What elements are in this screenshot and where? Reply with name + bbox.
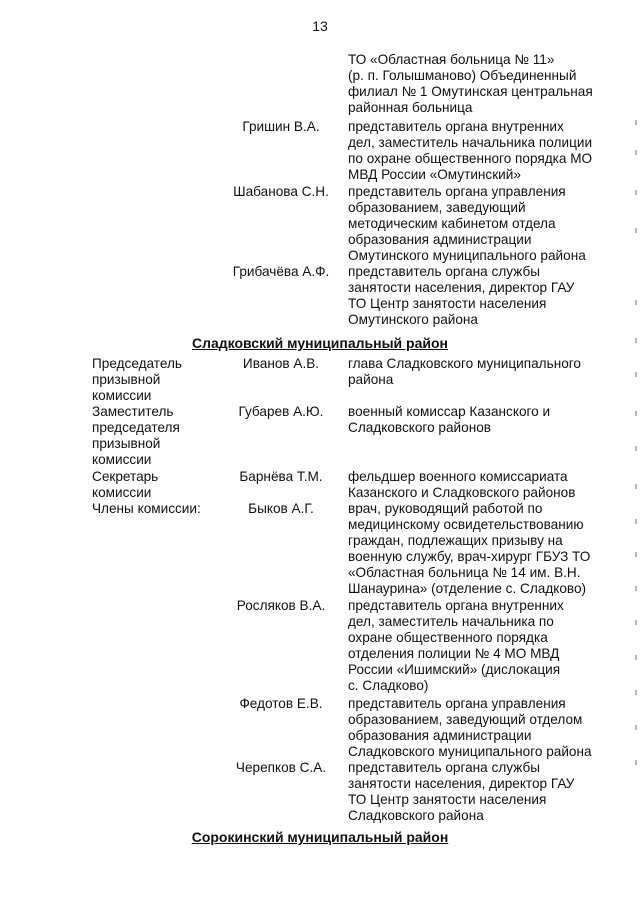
member-description: фельдшер военного комиссариата Казанского и Сладковского районов xyxy=(348,469,576,500)
member-name: Грибачёва А.Ф. xyxy=(232,264,330,279)
member-name: Губарев А.Ю. xyxy=(238,404,324,419)
member-description: представитель органа внутренних дел, заместитель начальника по охране общественного порядка отделения полиции № 4 МО МВД России «Ишимский» (дислокация с. Сладково) xyxy=(348,598,564,693)
section-heading-sladkovsky: Сладковский муниципальный район xyxy=(191,335,449,351)
member-description: глава Сладковского муниципального района xyxy=(348,356,581,387)
member-description: представитель органа службы занятости населения, директор ГАУ ТО Центр занятости населения Омутинского района xyxy=(348,264,575,327)
role-label: Члены комиссии: xyxy=(92,501,201,516)
page-number: 13 xyxy=(312,18,328,34)
section-heading-sorokinsky: Сорокинский муниципальный район xyxy=(191,829,449,845)
scan-edge-marks xyxy=(635,0,638,905)
member-name: Иванов А.В. xyxy=(242,356,320,371)
member-description: врач, руководящий работой по медицинскому освидетельствованию граждан, подлежащих призыву на военную службу, врач-хирург ГБУЗ ТО «Областная больница № 14 им. В.Н. Шанаурина» (отделение с. Сладково) xyxy=(348,501,591,596)
member-description: представитель органа управления образованием, заведующий методическим кабинетом отдела образования администрации Омутинского муниципального района xyxy=(348,184,586,263)
member-description: представитель органа управления образованием, заведующий отделом образования администрации Сладковского муниципального района xyxy=(348,696,592,759)
org-continuation-text: ТО «Областная больница № 11» (р. п. Голышманово) Объединенный филиал № 1 Омутинская центральная районная больница xyxy=(348,52,593,115)
member-name: Барнёва Т.М. xyxy=(239,469,323,484)
member-name: Росляков В.А. xyxy=(236,598,326,613)
role-label: Председатель призывной комиссии xyxy=(92,356,182,403)
member-description: представитель органа внутренних дел, заместитель начальника полиции по охране общественного порядка МО МВД России «Омутинский» xyxy=(348,119,593,182)
member-name: Шабанова С.Н. xyxy=(233,184,329,199)
member-description: военный комиссар Казанского и Сладковского районов xyxy=(348,404,551,435)
role-label: Заместитель председателя призывной комиссии xyxy=(92,404,180,467)
member-description: представитель органа службы занятости населения, директор ГАУ ТО Центр занятости населения Сладковского района xyxy=(348,760,575,823)
role-label: Секретарь комиссии xyxy=(92,469,159,500)
member-name: Федотов Е.В. xyxy=(239,696,323,711)
member-name: Черепков С.А. xyxy=(235,760,327,775)
member-name: Быков А.Г. xyxy=(248,501,314,516)
member-name: Гришин В.А. xyxy=(242,119,320,134)
